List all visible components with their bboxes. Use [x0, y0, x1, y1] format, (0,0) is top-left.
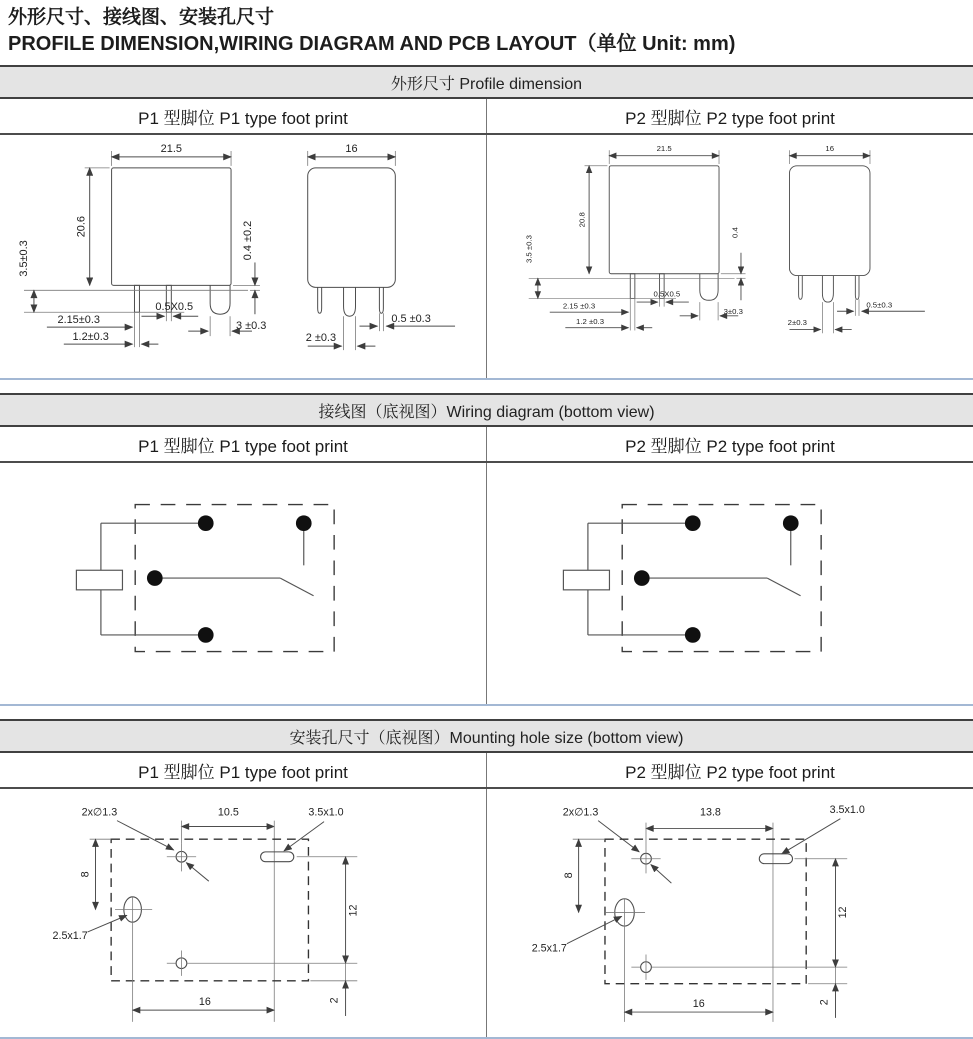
pcb-slot [759, 854, 792, 864]
relay-footprint-outline [605, 839, 806, 984]
wiring-subheader [0, 427, 973, 463]
pcb-slot [261, 852, 294, 862]
wiring-p1-column [0, 463, 486, 704]
coil-pin-dot [685, 515, 701, 531]
p2-relay-body-side [609, 165, 719, 273]
p1-mounting-drawing [33, 795, 453, 1025]
page-title-zh: 外形尺寸、接线图、安装孔尺寸 [8, 7, 275, 28]
p1-dim-pin-length: 3.5±0.3 [17, 239, 30, 277]
p1-dim-body-height: 20.6 [75, 215, 88, 237]
p2-dim-front-width: 16 [825, 143, 835, 153]
mounting-section-title: 安装孔尺寸（底视图）Mounting hole size (bottom view) [289, 729, 684, 747]
p1-dim-front-width: 16 [345, 142, 358, 155]
coil-pin-dot [198, 627, 214, 643]
wiring-col-p2-label: P2 型脚位 P2 type foot print [486, 427, 973, 461]
page-title-en: PROFILE DIMENSION,WIRING DIAGRAM AND PCB LAYOUT（单位 Unit: mm) [8, 32, 736, 55]
p1-pin [134, 285, 139, 312]
p2-dim-pin-width: 1.2 ±0.3 [576, 316, 605, 326]
p2-dim-16: 16 [692, 997, 705, 1010]
mounting-col-p2-label: P2 型脚位 P2 type foot print [486, 753, 973, 787]
p2-pin [630, 273, 635, 298]
profile-col-p1-label: P1 型脚位 P1 type foot print [138, 108, 348, 128]
profile-p2-column [486, 135, 973, 378]
p2-dim-12: 12 [837, 906, 850, 919]
p2-front-pin [855, 275, 859, 299]
p1-front-pin [318, 287, 322, 313]
p1-dim-12: 12 [347, 904, 360, 917]
p2-side-view [524, 144, 745, 330]
coil-pin-dot [198, 515, 214, 531]
p2-dim-body-width: 21.5 [656, 143, 672, 153]
p1-front-center-pin [344, 287, 356, 316]
p1-relay-body-front [308, 168, 396, 287]
profile-section-title: 外形尺寸 Profile dimension [390, 75, 583, 93]
p2-dim-body-height: 20.8 [577, 211, 587, 228]
switch-blade [767, 578, 800, 596]
p2-dim-front-pin-pitch: 2±0.3 [787, 317, 808, 327]
p2-dim-pin-length: 3.5 ±0.3 [524, 234, 534, 263]
p1-profile-drawing [9, 141, 477, 365]
p2-tab-pin [700, 273, 718, 300]
p1-dim-16: 16 [198, 995, 211, 1008]
p1-wiring-diagram [47, 477, 439, 688]
p1-dim-8: 8 [79, 871, 92, 878]
page-title [0, 0, 973, 65]
p2-dim-8: 8 [562, 872, 575, 879]
mounting-section [0, 719, 973, 1039]
p1-dim-front-pin-pitch: 2 ±0.3 [305, 331, 337, 344]
p2-front-center-pin [822, 275, 833, 302]
wiring-section [0, 393, 973, 706]
p1-hole-dia-label: 2x∅1.3 [81, 806, 118, 819]
p1-oval-label: 2.5x1.7 [52, 929, 88, 942]
p1-tab-pin [210, 285, 230, 314]
p2-profile-drawing [515, 141, 945, 347]
coil-pin-dot [685, 627, 701, 643]
switch-blade [280, 578, 313, 596]
p1-front-pin [379, 287, 383, 313]
p1-dim-body-width: 21.5 [160, 142, 182, 155]
p2-hole-dia-label: 2x∅1.3 [562, 806, 599, 819]
p1-front-view [306, 143, 455, 350]
p2-slot-label: 3.5x1.0 [829, 803, 865, 816]
p1-dim-2: 2 [328, 997, 341, 1004]
mounting-p1-column [0, 789, 486, 1037]
mounting-subheader [0, 753, 973, 789]
p2-dim-pin-section: 0.5X0.5 [653, 289, 681, 299]
p2-oval-label: 2.5x1.7 [531, 942, 567, 955]
no-contact-pin-dot [783, 515, 799, 531]
p1-relay-body-side [112, 168, 231, 285]
p2-wiring-diagram [534, 477, 926, 688]
mounting-section-header [0, 719, 973, 753]
p2-relay-body-front [789, 165, 870, 275]
wiring-p2-column [486, 463, 973, 704]
profile-section [0, 65, 973, 380]
p1-dim-front-pin-dia: 0.5 ±0.3 [391, 312, 431, 325]
p1-dim-pin-section: 0.5X0.5 [155, 300, 194, 313]
p1-side-view [18, 143, 266, 347]
p1-dim-tab-width: 3 ±0.3 [236, 319, 267, 332]
com-pin-dot [634, 570, 650, 586]
p2-dim-pin-offset: 2.15 ±0.3 [562, 301, 596, 311]
p1-pitch-label: 10.5 [217, 806, 239, 819]
p2-front-view [788, 144, 925, 333]
p2-mounting-drawing [520, 795, 940, 1025]
profile-subheader [0, 99, 973, 135]
p2-dim-standoff: 0.4 [730, 226, 740, 238]
profile-section-header [0, 65, 973, 99]
p2-dim-2: 2 [818, 998, 831, 1005]
no-contact-pin-dot [296, 515, 312, 531]
p2-pitch-label: 13.8 [700, 806, 721, 819]
p1-slot-label: 3.5x1.0 [308, 806, 344, 819]
profile-p1-column [0, 135, 486, 378]
wiring-section-header [0, 393, 973, 427]
p1-dim-standoff: 0.4 ±0.2 [241, 220, 254, 260]
mounting-p2-column [486, 789, 973, 1037]
p1-dim-pin-offset: 2.15±0.3 [57, 313, 100, 326]
profile-col-p2-label: P2 型脚位 P2 type foot print [486, 99, 973, 133]
p2-dim-front-pin-dia: 0.5±0.3 [866, 300, 893, 310]
p1-dim-pin-width: 1.2±0.3 [72, 330, 109, 343]
p2-dim-tab-width: 3±0.3 [723, 306, 743, 316]
mounting-col-p1-label: P1 型脚位 P1 type foot print [138, 762, 348, 782]
relay-footprint-outline [111, 839, 308, 981]
coil-symbol [563, 570, 609, 590]
p2-front-pin [799, 275, 803, 299]
wiring-col-p1-label: P1 型脚位 P1 type foot print [138, 436, 348, 456]
wiring-section-title: 接线图（底视图）Wiring diagram (bottom view) [318, 403, 655, 421]
com-pin-dot [147, 570, 163, 586]
coil-symbol [76, 570, 122, 590]
